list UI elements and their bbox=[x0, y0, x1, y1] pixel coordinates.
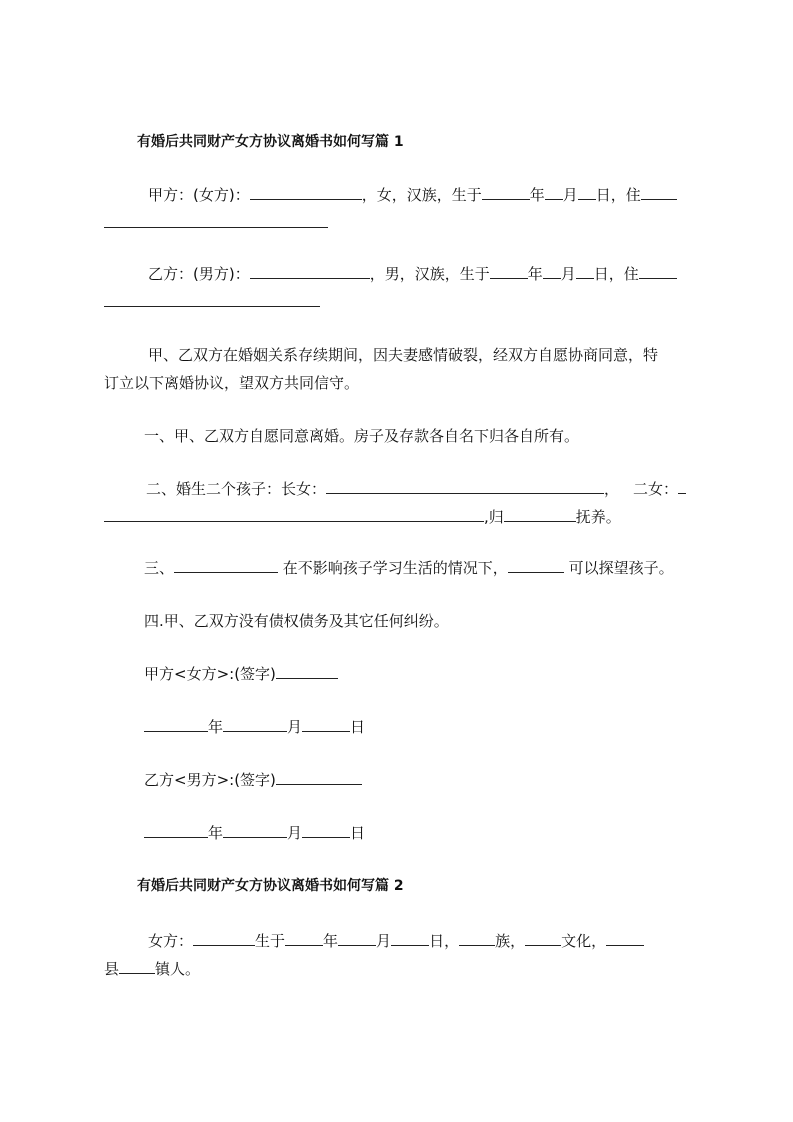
party-b-day-blank bbox=[576, 264, 594, 279]
date-a-line bbox=[104, 717, 744, 737]
woman-day-blank bbox=[391, 931, 429, 946]
date-b-line bbox=[104, 823, 744, 843]
party-a-prefix: 甲方：(女方)： bbox=[148, 186, 250, 204]
date-a-month: 月 bbox=[287, 718, 303, 736]
woman-ethnic-blank bbox=[459, 931, 495, 946]
party-a-address-line bbox=[104, 213, 704, 233]
signature-b-label: 乙方<男方>:(签字) bbox=[144, 771, 276, 789]
clause-2-prefix: 二、婚生二个孩子：长女： bbox=[146, 480, 327, 498]
party-b-name-blank bbox=[250, 264, 370, 279]
date-b-year: 年 bbox=[208, 824, 224, 842]
date-b-day: 日 bbox=[350, 824, 366, 842]
woman-month: 月 bbox=[376, 932, 392, 950]
section2-title: 有婚后共同财产女方协议离婚书如何写篇 2 bbox=[137, 878, 404, 894]
intro-line-1: 甲、乙双方在婚姻关系存续期间，因夫妻感情破裂，经双方自愿协商同意，特 bbox=[148, 346, 659, 364]
clause-3-end: 可以探望孩子。 bbox=[568, 559, 674, 577]
party-b-month: 月 bbox=[560, 265, 576, 283]
party-b-address-blank-2 bbox=[104, 292, 320, 307]
party-a-day: 日，住 bbox=[595, 186, 641, 204]
section1-title: 有婚后共同财产女方协议离婚书如何写篇 1 bbox=[137, 134, 404, 150]
party-b-day: 日，住 bbox=[593, 265, 639, 283]
clause-2-line-2 bbox=[104, 507, 704, 527]
party-b-year-blank bbox=[490, 264, 528, 279]
woman-ethnic: 族， bbox=[495, 932, 526, 950]
party-a-name-blank bbox=[250, 185, 362, 200]
clause-3-mid: 在不影响孩子学习生活的情况下， bbox=[282, 559, 508, 577]
party-a-mid: ，女，汉族，生于 bbox=[361, 186, 482, 204]
second-daughter-blank-2 bbox=[104, 507, 484, 522]
party-b-mid: ，男，汉族，生于 bbox=[369, 265, 490, 283]
signature-a-label: 甲方<女方>:(签字) bbox=[144, 665, 276, 683]
signature-b-line bbox=[104, 770, 744, 790]
woman-name-blank bbox=[193, 931, 255, 946]
clause-1: 一、甲、乙双方自愿同意离婚。房子及存款各自名下归各自所有。 bbox=[144, 427, 580, 445]
party-a-month: 月 bbox=[562, 186, 578, 204]
clause-4: 四.甲、乙双方没有债权债务及其它任何纠纷。 bbox=[144, 612, 449, 630]
date-a-day-blank bbox=[302, 717, 350, 732]
signature-a-blank bbox=[276, 664, 338, 679]
clause-2-comma: ， bbox=[604, 480, 620, 498]
party-a-month-blank bbox=[545, 185, 563, 200]
clause-3-line bbox=[104, 558, 744, 578]
date-a-day: 日 bbox=[350, 718, 366, 736]
clause-2-belongs: ,归 bbox=[484, 508, 504, 526]
date-b-year-blank bbox=[144, 823, 208, 838]
party-a-day-blank bbox=[578, 185, 596, 200]
woman-culture-blank bbox=[525, 931, 561, 946]
woman-culture: 文化， bbox=[561, 932, 607, 950]
signature-a-line bbox=[104, 664, 744, 684]
woman-year: 年 bbox=[323, 932, 339, 950]
party-b-line bbox=[104, 264, 748, 284]
party-a-line bbox=[104, 185, 748, 205]
party-a-address-blank-2 bbox=[104, 213, 328, 228]
woman-county-blank bbox=[606, 931, 644, 946]
woman-town: 镇人。 bbox=[155, 960, 201, 978]
clause-3-blank-2 bbox=[508, 558, 564, 573]
date-a-year-blank bbox=[144, 717, 208, 732]
clause-3-blank-1 bbox=[174, 558, 278, 573]
woman-month-blank bbox=[338, 931, 376, 946]
woman-prefix: 女方： bbox=[148, 932, 194, 950]
signature-b-blank bbox=[276, 770, 362, 785]
party-b-month-blank bbox=[543, 264, 561, 279]
party-b-year: 年 bbox=[527, 265, 543, 283]
date-a-year: 年 bbox=[208, 718, 224, 736]
clause-3-prefix: 三、 bbox=[144, 559, 175, 577]
date-a-month-blank bbox=[223, 717, 287, 732]
party-a-address-blank bbox=[641, 185, 677, 200]
date-b-day-blank bbox=[302, 823, 350, 838]
eldest-daughter-blank bbox=[326, 479, 604, 494]
party-b-address-line bbox=[104, 292, 704, 312]
party-a-year-blank bbox=[482, 185, 530, 200]
clause-2-line bbox=[104, 479, 746, 499]
party-b-prefix: 乙方：(男方)： bbox=[148, 265, 250, 283]
woman-town-blank bbox=[119, 959, 155, 974]
woman-county: 县 bbox=[104, 960, 120, 978]
party-b-address-blank bbox=[639, 264, 677, 279]
date-b-month-blank bbox=[223, 823, 287, 838]
woman-day: 日， bbox=[429, 932, 460, 950]
woman-born: 生于 bbox=[255, 932, 286, 950]
clause-2-raise: 抚养。 bbox=[575, 508, 621, 526]
woman-line-2 bbox=[104, 959, 704, 979]
date-b-month: 月 bbox=[287, 824, 303, 842]
intro-line-2: 订立以下离婚协议，望双方共同信守。 bbox=[104, 374, 360, 392]
party-a-year: 年 bbox=[529, 186, 545, 204]
second-daughter-blank bbox=[678, 479, 686, 494]
second-daughter-label: 二女： bbox=[633, 480, 679, 498]
custodian-blank bbox=[504, 507, 576, 522]
woman-line bbox=[104, 931, 748, 951]
woman-year-blank bbox=[285, 931, 323, 946]
